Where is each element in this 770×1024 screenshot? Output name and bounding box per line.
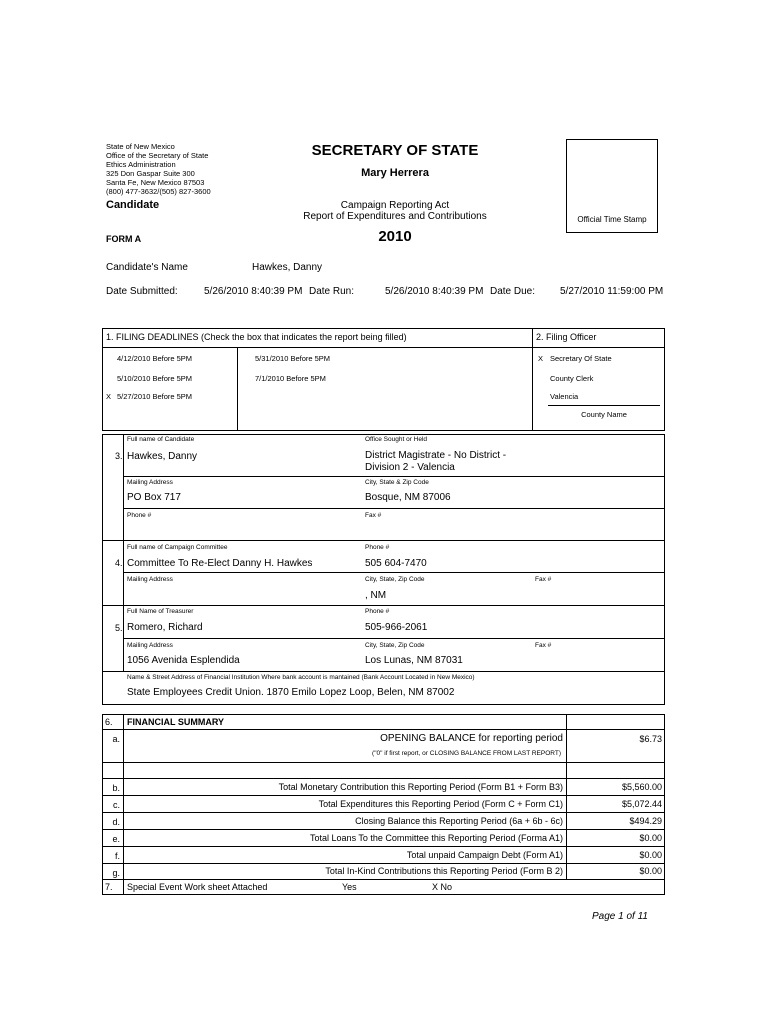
act-name: Campaign Reporting Act [340,200,450,211]
field-label: Mailing Address [127,642,173,649]
deadline-option: 5/10/2010 Before 5PM [117,374,193,383]
field-label: Phone # [127,512,152,519]
filing-deadlines-header: 1. FILING DEADLINES (Check the box that indicates the report being filled) [106,332,407,342]
row-letter: f. [114,851,120,861]
opening-balance-value: $6.73 [639,734,662,744]
page-title: SECRETARY OF STATE [311,142,479,159]
officer-option-selected: Secretary Of State [550,354,612,363]
filing-officer-header: 2. Filing Officer [536,332,597,342]
form-label: FORM A [106,234,142,244]
office-sought: Division 2 - Valencia [365,462,455,473]
row-value: $0.00 [639,833,662,843]
date-run-value: 5/26/2010 8:40:39 PM [385,286,484,297]
date-submitted-value: 5/26/2010 8:40:39 PM [204,286,303,297]
row-label: Total In-Kind Contributions this Reporting Period (Form B 2) [325,866,563,876]
field-label: Office Sought or Held [365,436,428,443]
treasurer-mailing-address: 1056 Avenida Esplendida [127,655,240,666]
date-run-label: Date Run: [309,286,355,297]
row-value: $494.29 [629,816,662,826]
page-number: Page 1 of 11 [592,911,648,922]
row-label: Total unpaid Campaign Debt (Form A1) [406,850,563,860]
field-label: City, State, Zip Code [365,576,425,583]
treasurer-phone: 505-966-2061 [365,622,428,633]
section-number: 5. [115,623,123,633]
treasurer-name: Romero, Richard [127,622,203,633]
special-event-no: X No [432,882,453,892]
section-number: 3. [115,451,123,461]
row-value: $5,560.00 [621,782,662,792]
special-event-yes: Yes [342,882,357,892]
row-letter: b. [112,783,120,793]
candidate-name-label: Candidate's Name [106,262,188,273]
officer-option: County Clerk [550,374,594,383]
field-label: Full name of Candidate [127,436,195,443]
row-value: $0.00 [639,850,662,860]
row-label: Total Monetary Contribution this Reporting Period (Form B1 + Form B3) [278,782,563,792]
field-label: City, State, Zip Code [365,642,425,649]
report-year: 2010 [378,228,412,245]
special-event-label: Special Event Work sheet Attached [127,882,268,892]
field-label: Mailing Address [127,576,173,583]
opening-balance-label: OPENING BALANCE for reporting period [380,733,563,744]
row-letter: g. [112,868,120,878]
candidate-city: Bosque, NM 87006 [365,492,451,503]
financial-summary-title: FINANCIAL SUMMARY [127,717,224,727]
date-due-label: Date Due: [490,286,536,297]
org-line: Santa Fe, New Mexico 87503 [106,178,205,187]
deadline-option: 4/12/2010 Before 5PM [117,354,193,363]
field-label: Mailing Address [127,479,173,486]
date-submitted-label: Date Submitted: [106,286,178,297]
field-label: Phone # [365,608,390,615]
section-number: 6. [105,717,113,727]
bank-info: State Employees Credit Union. 1870 Emilo Lopez Loop, Belen, NM 87002 [127,687,455,698]
org-line: State of New Mexico [106,142,175,151]
row-value: $5,072.44 [621,799,662,809]
section-number: 7. [105,882,113,892]
section-number: 4. [115,558,123,568]
row-label: Total Loans To the Committee this Reporting Period (Forma A1) [310,833,563,843]
field-label: Phone # [365,544,390,551]
committee-name: Committee To Re-Elect Danny H. Hawkes [127,558,313,569]
office-sought: District Magistrate - No District - [365,450,507,461]
candidate-mailing-address: PO Box 717 [127,492,181,503]
officer-check-mark: X [538,354,544,363]
row-letter: c. [112,800,120,810]
row-label: Closing Balance this Reporting Period (6a + 6b - 6c) [355,816,563,826]
opening-balance-note: ("0" if first report, or CLOSING BALANCE FROM LAST REPORT) [372,750,561,757]
row-label: Total Expenditures this Reporting Period (Form C + Form C1) [318,799,563,809]
committee-city: , NM [365,590,387,601]
county-label: County Name [581,410,627,419]
org-line: Office of the Secretary of State [106,151,209,160]
org-line: (800) 477-3632/(505) 827-3600 [106,187,211,196]
row-letter: d. [112,817,120,827]
org-line: Ethics Administration [106,160,176,169]
official-name: Mary Herrera [361,167,429,179]
deadline-option-selected: 5/27/2010 Before 5PM [117,392,193,401]
candidate-heading: Candidate [106,199,160,211]
row-letter: a. [112,734,120,744]
field-label: City, State & Zip Code [365,479,429,486]
row-value: $0.00 [639,866,662,876]
field-label: Full Name of Treasurer [127,608,194,615]
field-label: Full name of Campaign Committee [127,544,228,551]
field-label: Fax # [535,576,552,583]
field-label: Name & Street Address of Financial Institution Where bank account is mantained (Bank Account Located in New Mexico) [127,674,475,681]
date-due-value: 5/27/2010 11:59:00 PM [560,286,664,297]
committee-phone: 505 604-7470 [365,558,427,569]
field-label: Fax # [535,642,552,649]
org-line: 325 Don Gaspar Suite 300 [106,169,195,178]
deadline-option: 7/1/2010 Before 5PM [255,374,326,383]
field-label: Fax # [365,512,382,519]
county-value: Valencia [550,392,579,401]
time-stamp-label: Official Time Stamp [577,215,647,224]
report-name: Report of Expenditures and Contributions [303,211,487,222]
deadline-check-mark: X [106,392,112,401]
treasurer-city: Los Lunas, NM 87031 [365,655,463,666]
candidate-name-value: Hawkes, Danny [252,262,323,273]
candidate-full-name: Hawkes, Danny [127,451,198,462]
deadline-option: 5/31/2010 Before 5PM [255,354,331,363]
row-letter: e. [112,834,120,844]
time-stamp-box [566,139,658,233]
